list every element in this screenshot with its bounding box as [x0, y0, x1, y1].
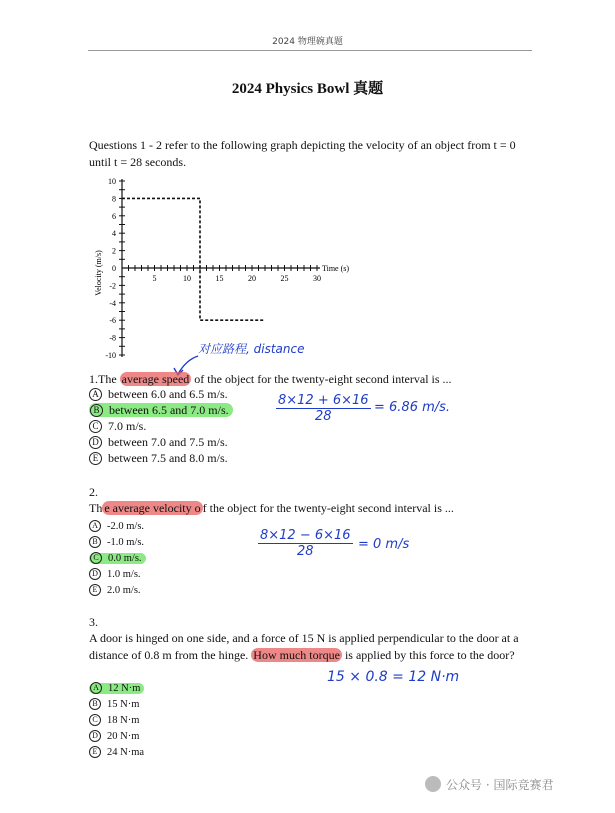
- y-tick-label: 2: [112, 246, 116, 256]
- q3-option-d[interactable]: D 20 N·m: [89, 729, 139, 744]
- q3-option-b[interactable]: B 15 N·m: [89, 697, 139, 712]
- y-tick-label: 8: [112, 194, 116, 204]
- q1-option-b[interactable]: B between 6.5 and 7.0 m/s.: [89, 403, 233, 418]
- x-axis-label: Time (s): [322, 264, 350, 273]
- q3-handwritten-calc: 15 × 0.8 = 12 N·m: [327, 669, 460, 685]
- q2-option-e[interactable]: E 2.0 m/s.: [89, 583, 141, 598]
- highlight-average-speed: average speed: [121, 372, 190, 386]
- wechat-logo-icon: [425, 776, 441, 792]
- page-title: 2024 Physics Bowl 真题: [231, 81, 384, 97]
- y-tick-label: -2: [109, 281, 116, 291]
- question-1: 1.The average speed of the object for the twenty-eight second interval is ...: [89, 372, 452, 386]
- y-tick-label: -8: [109, 333, 116, 343]
- questions-intro: Questions 1 - 2 refer to the following graph depicting the velocity of an object from t = 0 until t = 28 seconds.: [89, 138, 516, 169]
- x-tick-label: 30: [313, 274, 321, 283]
- x-tick-label: 20: [248, 274, 256, 283]
- q2-calc-result: = 0 m/s: [358, 537, 410, 552]
- q1-handwritten-note: 对应路程, distance: [198, 342, 305, 356]
- q1-option-a[interactable]: A between 6.0 and 6.5 m/s.: [89, 387, 228, 402]
- x-tick-label: 5: [152, 274, 157, 283]
- header-divider: [88, 50, 532, 51]
- q1-handwritten-calc: $\frac{8\times 12 + 6\times 16}{28}$: [278, 393, 369, 424]
- y-tick-label: 10: [108, 177, 116, 186]
- q2-handwritten-calc: $\frac{8\times 12 - 6\times 16}{28}$: [260, 528, 351, 559]
- q1-option-e[interactable]: E between 7.5 and 8.0 m/s.: [89, 451, 228, 466]
- x-tick-label: 10: [183, 274, 191, 283]
- question-3-number: 3.: [89, 615, 98, 629]
- q2-option-d[interactable]: D 1.0 m/s.: [89, 567, 141, 582]
- highlight-how-much-torque: How much torque: [253, 648, 340, 662]
- y-tick-label: -10: [105, 351, 116, 360]
- q2-option-a[interactable]: A -2.0 m/s.: [89, 519, 144, 534]
- q2-option-b[interactable]: B -1.0 m/s.: [89, 535, 144, 550]
- running-header: 2024 物理碗真题: [272, 37, 343, 47]
- y-tick-label: 0: [112, 264, 116, 273]
- y-axis-label: Velocity (m/s): [94, 250, 103, 296]
- watermark: 公众号 · 国际竞赛君: [425, 776, 553, 793]
- q3-option-a[interactable]: A 12 N·m: [89, 681, 144, 696]
- q3-option-e[interactable]: E 24 N·ma: [89, 745, 144, 760]
- q1-calc-result: = 6.86 m/s.: [374, 400, 451, 415]
- question-2-number: 2.: [89, 485, 98, 499]
- q1-option-d[interactable]: D between 7.0 and 7.5 m/s.: [89, 435, 228, 450]
- q3-option-c[interactable]: C 18 N·m: [89, 713, 139, 728]
- y-tick-label: 6: [112, 211, 116, 221]
- velocity-time-graph: [88, 172, 368, 364]
- velocity-series-line: [122, 198, 265, 320]
- question-2: Th e average velocity o f the object for the twenty-eight second interval is ...: [89, 501, 454, 515]
- q2-option-c[interactable]: C 0.0 m/s.: [89, 551, 146, 566]
- y-tick-label: -6: [109, 316, 116, 326]
- x-tick-label: 25: [280, 274, 289, 283]
- y-tick-label: -4: [109, 298, 116, 308]
- highlight-average-velocity: e average velocity o: [104, 501, 201, 515]
- question-3: A door is hinged on one side, and a force of 15 N is applied perpendicular to the door at a distance of 0.8 m from the hinge. How much torque is applied by this force to the door?: [89, 631, 519, 662]
- y-tick-label: 4: [112, 229, 116, 239]
- x-tick-label: 15: [215, 274, 224, 283]
- q1-option-c[interactable]: C 7.0 m/s.: [89, 419, 146, 434]
